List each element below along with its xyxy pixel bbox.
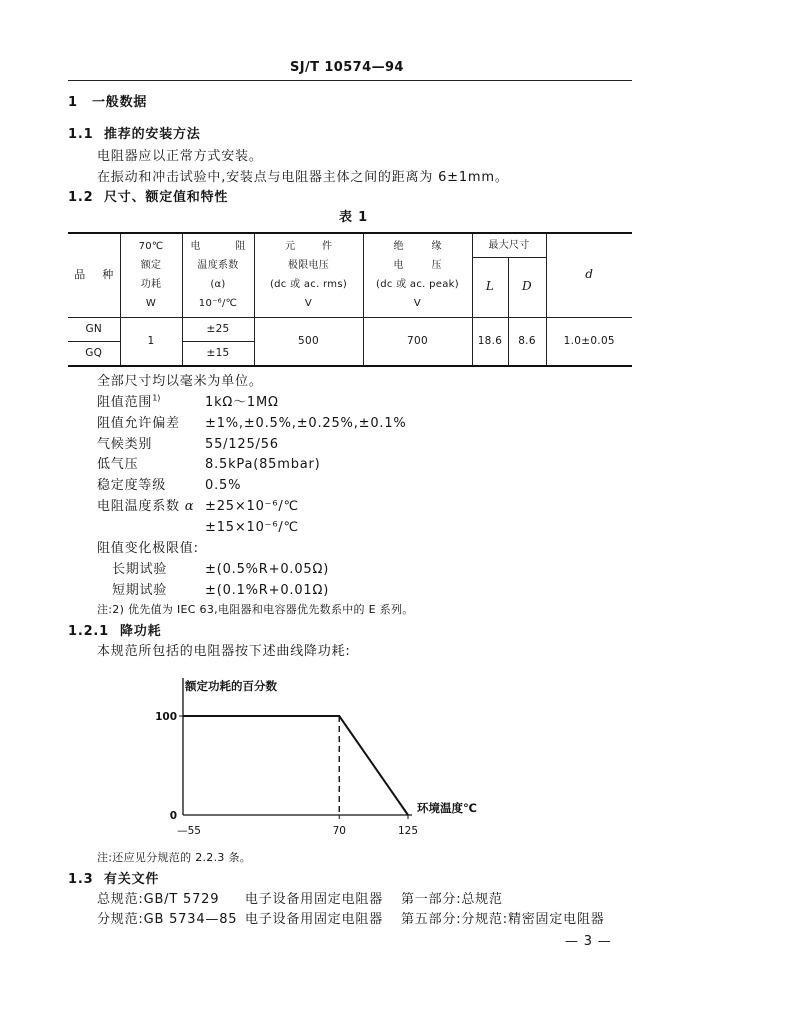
section-title: 有关文件 [104,872,160,887]
header-line: 电阻 [190,241,281,253]
spec-label: 气候类别 [97,437,153,452]
doc-role: 分规范:GB 5734—85 [97,912,238,927]
chart-note: 注:还应见分规范的 2.2.3 条。 [97,851,252,864]
spec-value: 1kΩ～1MΩ [205,395,279,410]
section-number: 1.2 [68,190,94,205]
doc-role: 总规范:GB/T 5729 [97,892,220,907]
section-1-2-1-heading [68,624,162,640]
header-unit: V [304,298,313,310]
header-unit: V [413,298,422,310]
spec-row-change-limits: 阻值变化极限值: [97,541,199,556]
spec-label: 电阻温度系数 [97,499,180,514]
cell-tcr: ±15 [182,341,254,366]
header-unit: W [145,298,157,310]
spec-label: 阻值允许偏差 [97,416,180,431]
paragraph: 电阻器应以正常方式安装。 [97,149,263,164]
table-1 [68,232,632,367]
y-axis-label: 额定功耗的百分数 [185,679,277,693]
section-number: 1.3 [68,872,94,887]
spec-label: 低气压 [97,457,139,472]
doc-name: 电子设备用固定电阻器 [245,912,384,927]
spec-row-short-term [112,583,330,599]
x-tick-label: —55 [177,825,201,837]
footnote-ref: 1) [152,393,161,403]
doc-part: 第一部分:总规范 [401,892,503,907]
header-variety [68,233,131,317]
section-1-3-heading [68,872,160,888]
header-max-size-label: 最大尺寸 [488,239,530,251]
cell-D: 8.6 [508,317,546,366]
section-1-heading [68,95,148,111]
spec-row-stability-class [97,478,242,494]
related-doc-row [97,892,503,908]
header-line: 70℃ [138,241,164,253]
header-variety-label: 品种 [74,268,131,282]
doc-part: 第五部分:分规范:精密固定电阻器 [401,912,605,927]
unit-note: 全部尺寸均以毫米为单位。 [97,374,263,389]
spec-value: ±(0.5%R+0.05Ω) [205,562,330,577]
cell-element-voltage: 500 [254,317,363,366]
spec-row-tcr [97,499,299,515]
cell-variety: GQ [68,341,120,366]
cell-L: 18.6 [472,317,508,366]
header-line: 额定 [140,260,162,272]
x-axis-label: 环境温度℃ [417,801,477,815]
header-D [508,257,546,317]
header-line: 绝缘 [393,241,470,253]
section-number: 1.1 [68,127,94,142]
derating-curve [183,716,408,815]
header-line: (dc 或 ac. rms) [269,279,348,291]
section-title: 一般数据 [92,95,148,110]
y-tick-label: 100 [155,711,177,723]
spec-value: 0.5% [205,478,242,493]
spec-row-long-term [112,562,330,578]
header-temperature-coefficient [182,233,281,317]
cell-tcr: ±25 [182,317,254,341]
spec-row-climatic-category [97,437,279,453]
header-line: 极限电压 [287,260,330,272]
cell-rated-power: 1 [120,317,182,366]
header-unit: 10⁻⁶/℃ [198,298,238,310]
spec-value: 55/125/56 [205,437,279,452]
header-rule [68,80,632,81]
document-code: SJ/T 10574—94 [290,60,404,75]
x-tick-label: 125 [397,825,419,837]
cell-d: 1.0±0.05 [546,317,632,366]
section-title: 尺寸、额定值和特性 [104,190,229,205]
spec-label: 稳定度等级 [97,478,167,493]
spec-row-resistance-range [97,393,279,411]
header-D-label: D [522,279,532,293]
spec-value: ±15×10⁻⁶/℃ [205,520,299,535]
spec-row-tolerance [97,416,407,432]
section-number: 1 [68,95,78,110]
header-line: (α) [210,279,226,291]
section-title: 降功耗 [120,624,162,639]
spec-value: ±(0.1%R+0.01Ω) [205,583,330,598]
header-line: 温度系数 [197,260,239,272]
paragraph: 本规范所包括的电阻器按下述曲线降功耗: [97,644,351,659]
header-d [546,233,632,317]
spec-label: 短期试验 [112,583,168,598]
spec-symbol: α [184,499,195,514]
spec-label: 长期试验 [112,562,168,577]
table-caption: 表 1 [339,210,368,225]
header-L [472,257,508,317]
spec-value: ±25×10⁻⁶/℃ [205,499,299,514]
spec-value: 8.5kPa(85mbar) [205,457,321,472]
header-line: 功耗 [140,279,162,291]
page-number: — 3 — [565,934,612,949]
table-header-row [68,233,632,257]
doc-name: 电子设备用固定电阻器 [245,892,384,907]
y-tick-label: 0 [169,810,177,822]
header-max-size [472,233,546,257]
section-title: 推荐的安装方法 [104,127,201,142]
tick-marks [179,716,408,819]
header-line: 元件 [285,241,359,253]
header-insulation-voltage [363,233,472,317]
footnote: 注:2) 优先值为 IEC 63,电阻器和电容器优先数系中的 E 系列。 [97,603,414,616]
header-line: 电压 [393,260,470,272]
cell-insulation-voltage: 700 [363,317,472,366]
x-tick-label: 70 [332,825,346,837]
header-L-label: L [485,279,495,293]
derating-chart [140,672,490,842]
related-doc-row [97,912,605,928]
section-1-1-heading [68,127,201,143]
header-line: (dc 或 ac. peak) [376,279,459,291]
paragraph: 在振动和冲击试验中,安装点与电阻器主体之间的距离为 6±1mm。 [97,170,509,185]
spec-value: ±1%,±0.5%,±0.25%,±0.1% [205,416,407,431]
spec-label: 阻值范围 [97,395,153,410]
cell-variety: GN [68,317,120,341]
section-1-2-heading [68,190,229,206]
table-row [68,317,632,341]
header-d-label: d [585,267,594,282]
spec-row-low-pressure [97,457,321,473]
section-number: 1.2.1 [68,624,110,639]
